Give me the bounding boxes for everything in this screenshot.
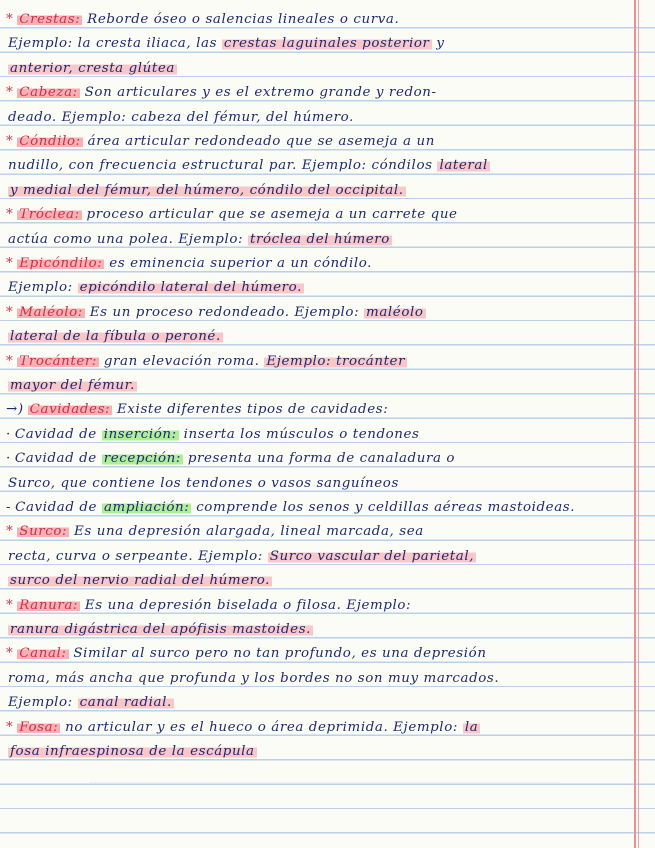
example-highlight: Surco vascular del parietal, xyxy=(269,548,475,564)
example-highlight: tróclea del húmero xyxy=(249,231,390,247)
note-line xyxy=(6,130,638,154)
note-line xyxy=(6,203,638,227)
bullet-mark: * xyxy=(6,353,14,369)
note-line xyxy=(8,57,640,81)
note-text: comprende los senos y celdillas aéreas mastoideas. xyxy=(191,500,576,515)
bullet-mark: * xyxy=(6,134,14,149)
note-text: Surco, que contiene los tendones o vasos sanguíneos xyxy=(8,475,399,491)
term-heading: Epicóndilo: xyxy=(19,256,103,271)
bullet-mark: * xyxy=(6,12,14,27)
note-line xyxy=(8,179,640,203)
note-line xyxy=(6,520,638,544)
definition-text: Reborde óseo o salencias lineales o curva. xyxy=(82,12,400,27)
example-highlight: crestas laguinales posterior xyxy=(223,36,430,52)
bullet-mark: * xyxy=(6,646,14,662)
note-text: Ejemplo: xyxy=(8,695,78,711)
definition-text: Existe diferentes tipos de cavidades: xyxy=(112,402,389,418)
example-highlight: lateral xyxy=(439,158,488,174)
definition-text: área articular redondeado que se asemeja a un xyxy=(82,134,435,149)
example-highlight: epicóndilo lateral del húmero. xyxy=(79,280,302,296)
definition-text: Es un proceso redondeado. Ejemplo: xyxy=(84,304,365,320)
green-highlight: recepción: xyxy=(103,451,181,467)
note-text: Cavidad de xyxy=(14,451,102,467)
sub-bullet-mark: · xyxy=(6,451,11,467)
term-heading: Cóndilo: xyxy=(19,134,81,149)
note-line xyxy=(6,496,638,520)
note-line xyxy=(8,691,640,715)
definition-text: es eminencia superior a un cóndilo. xyxy=(104,256,372,271)
note-text: Ejemplo: la cresta iliaca, las xyxy=(8,36,222,52)
note-line xyxy=(8,228,640,252)
note-line xyxy=(8,106,640,130)
example-highlight: maléolo xyxy=(366,304,424,320)
example-highlight: surco del nervio radial del húmero. xyxy=(10,573,271,589)
bullet-mark: * xyxy=(6,304,14,320)
note-line xyxy=(8,276,640,300)
term-heading: Tróclea: xyxy=(19,207,80,223)
term-heading: Crestas: xyxy=(19,12,81,27)
term-heading: Ranura: xyxy=(19,597,79,613)
example-highlight: ranura digástrica del apófisis mastoides. xyxy=(10,622,312,637)
note-text: inserta los músculos o tendones xyxy=(178,426,420,442)
note-text: recta, curva o serpeante. Ejemplo: xyxy=(8,548,268,564)
term-heading: Maléolo: xyxy=(19,304,83,320)
green-highlight: ampliación: xyxy=(103,500,190,515)
sub-bullet-mark: · xyxy=(6,426,11,442)
example-highlight: Ejemplo: trocánter xyxy=(266,353,406,369)
green-highlight: inserción: xyxy=(103,426,177,442)
term-heading: Fosa: xyxy=(19,719,59,735)
note-line xyxy=(6,642,638,666)
bullet-mark: * xyxy=(6,597,14,613)
note-line xyxy=(8,618,640,642)
note-line xyxy=(8,32,640,56)
note-text: presenta una forma de canaladura o xyxy=(183,451,456,467)
bullet-mark: * xyxy=(6,524,14,540)
note-line xyxy=(6,447,638,471)
note-line xyxy=(8,154,640,178)
note-line xyxy=(6,252,638,276)
note-text: Cavidad de xyxy=(14,426,102,442)
arrow-mark: →) xyxy=(6,402,24,418)
note-text: actúa como una polea. Ejemplo: xyxy=(8,231,248,247)
example-highlight: fosa infraespinosa de la escápula xyxy=(10,744,255,759)
note-line xyxy=(8,667,640,691)
note-line xyxy=(6,301,638,325)
definition-text: no articular y es el hueco o área deprimida. Ejemplo: xyxy=(60,719,463,735)
term-heading: Cabeza: xyxy=(19,85,78,101)
note-text: Cavidad de xyxy=(15,500,102,515)
example-highlight: anterior, cresta glútea xyxy=(10,60,175,76)
note-text: roma, más ancha que profunda y los bordes no son muy marcados. xyxy=(8,670,500,686)
term-heading: Cavidades: xyxy=(29,402,111,418)
example-highlight: canal radial. xyxy=(79,695,172,711)
note-text: nudillo, con frecuencia estructural par. Ejemplo: cóndilos xyxy=(8,158,438,174)
note-line xyxy=(6,350,638,374)
note-text: deado. Ejemplo: cabeza del fémur, del húmero. xyxy=(8,109,354,125)
example-highlight: y medial del fémur, del húmero, cóndilo del occipital. xyxy=(10,182,404,198)
note-line xyxy=(8,325,640,349)
note-text: y xyxy=(431,36,445,52)
definition-text: Son articulares y es el extremo grande y redon- xyxy=(79,85,437,101)
example-highlight: mayor del fémur. xyxy=(10,378,135,393)
note-line xyxy=(6,81,638,105)
note-line xyxy=(8,740,640,764)
note-line xyxy=(6,423,638,447)
note-line xyxy=(8,569,640,593)
example-highlight: lateral de la fíbula o peroné. xyxy=(10,329,221,345)
term-heading: Surco: xyxy=(19,524,68,540)
bullet-mark: * xyxy=(6,85,14,101)
faint-bleed-through xyxy=(90,782,560,797)
note-line xyxy=(6,8,638,32)
note-line xyxy=(6,716,638,740)
sub-bullet-mark: - xyxy=(6,500,12,515)
bullet-mark: * xyxy=(6,256,14,271)
definition-text: Similar al surco pero no tan profundo, es una depresión xyxy=(68,646,487,662)
definition-text: gran elevación roma. xyxy=(99,353,265,369)
example-highlight: la xyxy=(464,719,479,735)
term-heading: Trocánter: xyxy=(19,353,98,369)
definition-text: proceso articular que se asemeja a un carrete que xyxy=(81,207,458,223)
note-line xyxy=(6,398,638,422)
definition-text: Es una depresión biselada o filosa. Ejemplo: xyxy=(80,597,412,613)
term-heading: Canal: xyxy=(19,646,67,662)
definition-text: Es una depresión alargada, lineal marcada, sea xyxy=(69,524,424,540)
bullet-mark: * xyxy=(6,719,14,735)
note-line xyxy=(8,374,640,398)
bullet-mark: * xyxy=(6,207,14,223)
note-line xyxy=(8,472,640,496)
note-line xyxy=(6,594,638,618)
note-line xyxy=(8,545,640,569)
note-text: Ejemplo: xyxy=(8,280,78,296)
